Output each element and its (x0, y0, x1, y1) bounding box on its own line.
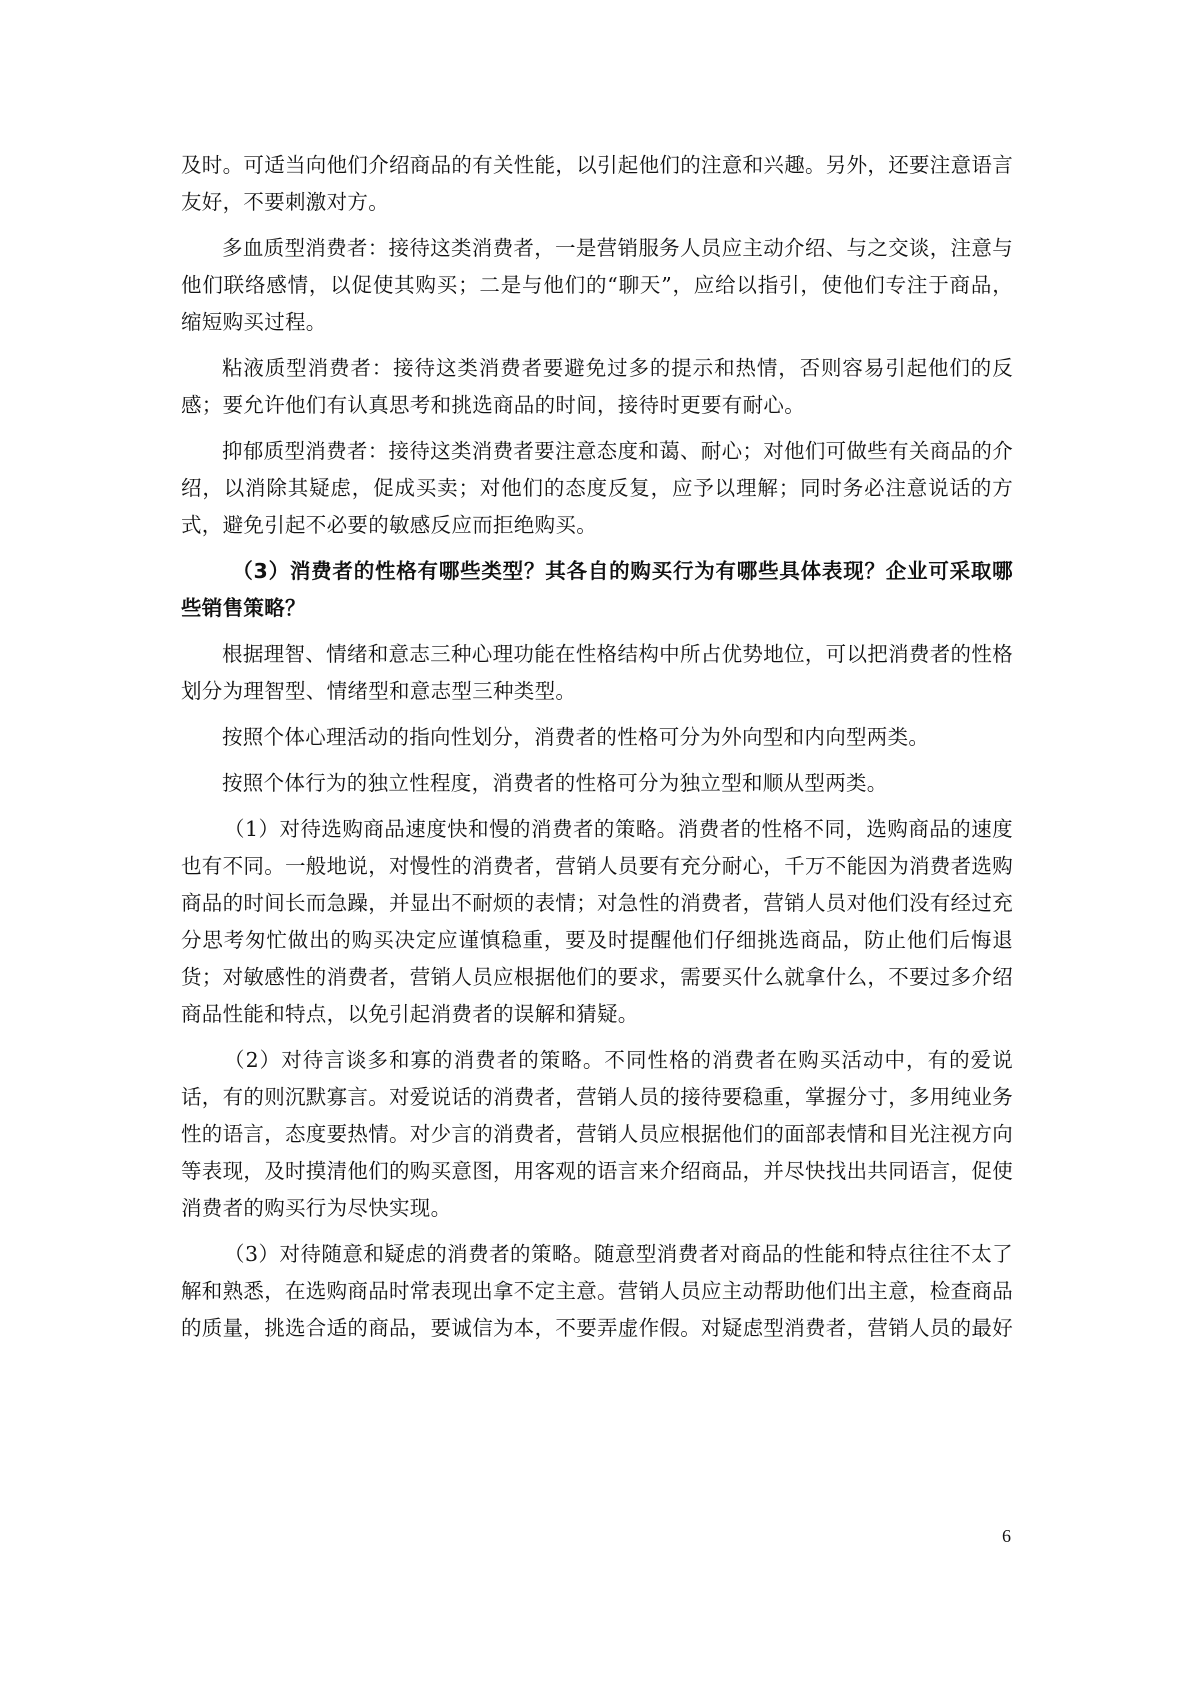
paragraph-strategy-2: （2）对待言谈多和寡的消费者的策略。不同性格的消费者在购买活动中，有的爱说话，有的则沉默寡言。对爱说话的消费者，营销人员的接待要稳重，掌握分寸，多用纯业务性的语言，态度要热情。对少言的消费者，营销人员应根据他们的面部表情和目光注视方向等表现，及时摸清他们的购买意图，用客观的语言来介绍商品，并尽快找出共同语言，促使消费者的购买行为尽快实现。 (181, 1048, 1013, 1220)
paragraph-continuation: 及时。可适当向他们介绍商品的有关性能，以引起他们的注意和兴趣。另外，还要注意语言友好，不要刺激对方。 (181, 153, 1013, 214)
page-body (181, 147, 1013, 1356)
paragraph-phlegmatic-consumers: 粘液质型消费者：接待这类消费者要避免过多的提示和热情，否则容易引起他们的反感；要允许他们有认真思考和挑选商品的时间，接待时更要有耐心。 (181, 356, 1013, 417)
paragraph-melancholic-consumers: 抑郁质型消费者：接待这类消费者要注意态度和蔼、耐心；对他们可做些有关商品的介绍，以消除其疑虑，促成买卖；对他们的态度反复，应予以理解；同时务必注意说话的方式，避免引起不必要的敏感反应而拒绝购买。 (181, 439, 1013, 537)
paragraph-personality-types: 根据理智、情绪和意志三种心理功能在性格结构中所占优势地位，可以把消费者的性格划分为理智型、情绪型和意志型三种类型。 (181, 642, 1013, 703)
paragraph-strategy-1: （1）对待选购商品速度快和慢的消费者的策略。消费者的性格不同，选购商品的速度也有不同。一般地说，对慢性的消费者，营销人员要有充分耐心，千万不能因为消费者选购商品的时间长而急躁，并显出不耐烦的表情；对急性的消费者，营销人员对他们没有经过充分思考匆忙做出的购买决定应谨慎稳重，要及时提醒他们仔细挑选商品，防止他们后悔退货；对敏感性的消费者，营销人员应根据他们的要求，需要买什么就拿什么，不要过多介绍商品性能和特点，以免引起消费者的误解和猜疑。 (181, 817, 1013, 1026)
paragraph-extrovert-introvert: 按照个体心理活动的指向性划分，消费者的性格可分为外向型和内向型两类。 (222, 725, 930, 749)
paragraph-sanguine-consumers: 多血质型消费者：接待这类消费者，一是营销服务人员应主动介绍、与之交谈，注意与他们联络感情，以促使其购买；二是与他们的“聊天”，应给以指引，使他们专注于商品，缩短购买过程。 (181, 236, 1013, 334)
page-number: 6 (1002, 1526, 1011, 1546)
paragraph-independent-compliant: 按照个体行为的独立性程度，消费者的性格可分为独立型和顺从型两类。 (222, 771, 888, 795)
paragraph-strategy-3: （3）对待随意和疑虑的消费者的策略。随意型消费者对商品的性能和特点往往不太了解和熟悉，在选购商品时常表现出拿不定主意。营销人员应主动帮助他们出主意，检查商品的质量，挑选合适的商品，要诚信为本，不要弄虚作假。对疑虑型消费者，营销人员的最好 (181, 1242, 1013, 1340)
question-heading: （3）消费者的性格有哪些类型？其各自的购买行为有哪些具体表现？企业可采取哪些销售策略？ (181, 559, 1013, 620)
